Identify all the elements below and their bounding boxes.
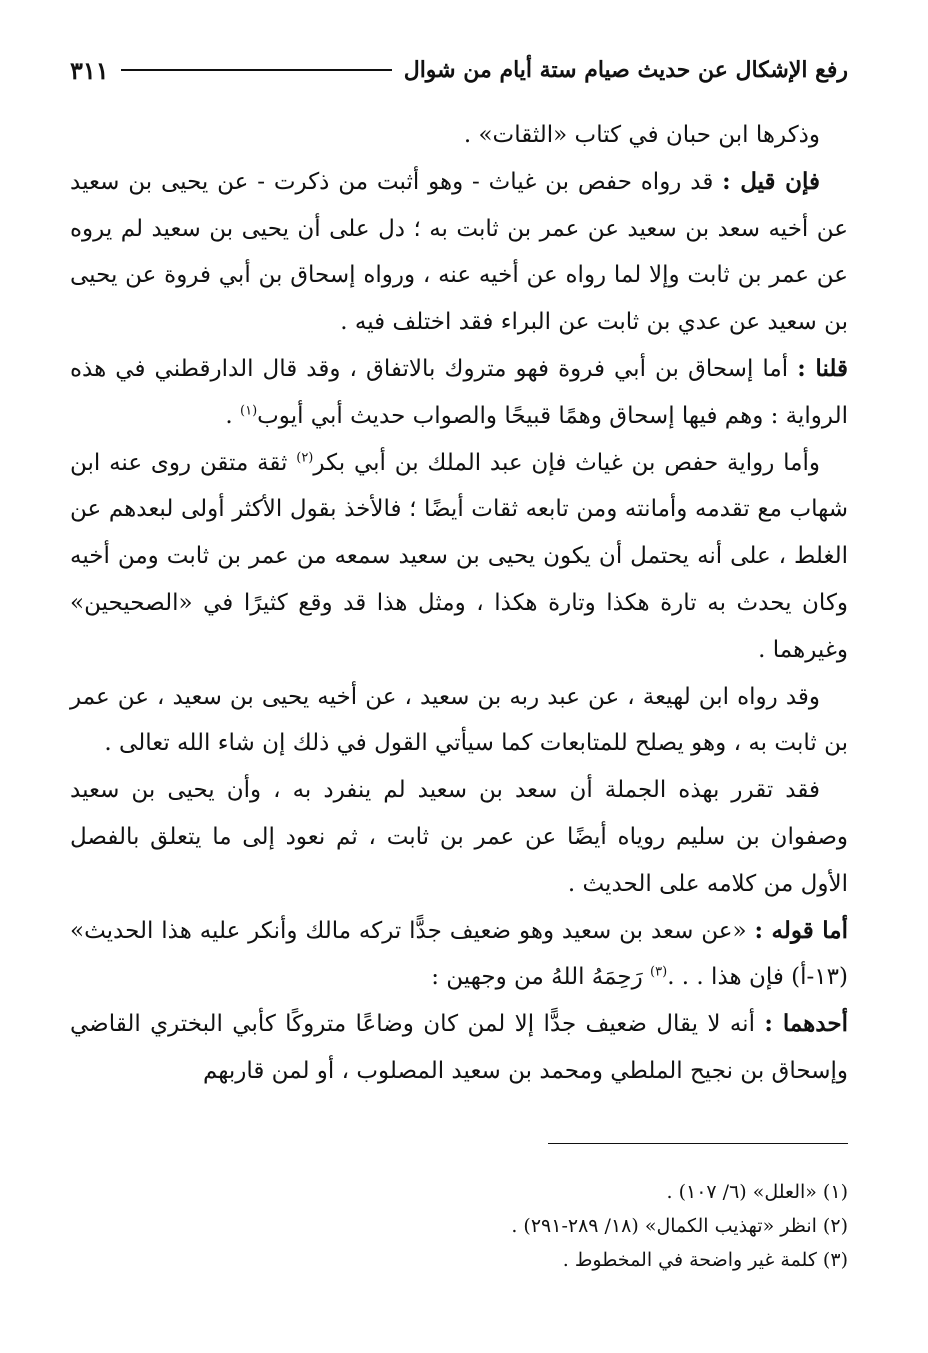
paragraph-text: أنه لا يقال ضعيف جدًّا إلا لمن كان وضاعًا متروكًا كأبي البختري القاضي وإسحاق بن نجيح الملطي ومحمد بن سعيد المصلوب ، أو لمن قاربهم — [70, 1011, 848, 1084]
paragraph-lead: أما قوله : — [754, 916, 848, 944]
paragraph-tail: رَحِمَهُ اللهُ من وجهين : — [431, 964, 651, 991]
footnote: (٢) انظر «تهذيب الكمال» (١٨/ ٢٨٩-٢٩١) . — [511, 1215, 848, 1237]
paragraph — [70, 159, 848, 346]
paragraph-tail: . — [225, 402, 241, 429]
paragraph-text: «عن سعد بن سعيد وهو ضعيف جدًّا تركه مالك وأنكر عليه هذا الحديث» (١٣-أ) فإن هذا . . . — [70, 917, 848, 991]
paragraph — [70, 440, 848, 674]
footnote: (١) «العلل» (٦/ ١٠٧) . — [666, 1181, 848, 1203]
header-rule — [121, 69, 392, 71]
running-header — [70, 50, 848, 90]
running-title: رفع الإشكال عن حديث صيام ستة أيام من شوال — [403, 57, 848, 83]
main-text — [70, 112, 848, 1095]
paragraph-lead: قلنا : — [797, 354, 848, 382]
paragraph — [70, 767, 848, 907]
paragraph-text: أما إسحاق بن أبي فروة فهو متروك بالاتفاق ، وقد قال الدارقطني في هذه الرواية : وهم فيها إسحاق وهمًا قبيحًا والصواب حديث أبي أيوب — [70, 355, 848, 429]
paragraph-lead: فإن قيل : — [722, 167, 820, 195]
paragraph-text: فقد تقرر بهذه الجملة أن سعد بن سعيد لم ينفرد به ، وأن يحيى بن سعيد وصفوان بن سليم روياه أيضًا عن عمر بن ثابت ، ثم نعود إلى ما يتعلق بالفصل الأول من كلامه على الحديث . — [70, 777, 848, 897]
footnote: (٣) كلمة غير واضحة في المخطوط . — [562, 1249, 848, 1271]
paragraph — [70, 908, 848, 1002]
footnote-ref: (١) — [240, 403, 258, 419]
paragraph-tail: ثقة متقن روى عنه ابن شهاب مع تقدمه وأمانته ومن تابعه ثقات أيضًا ؛ فالأخذ بقول الأكثر أولى لبعدهم عن الغلط ، على أنه يحتمل أن يكون يحيى بن سعيد سمعه من عمر بن ثابت ومن أخيه وكان يحدث به تارة هكذا وتارة هكذا ، ومثل هذا قد وقع كثيرًا في «الصحيحين» وغيرهما . — [70, 449, 848, 663]
footnote-ref: (٣) — [650, 964, 668, 980]
footnote-ref: (٢) — [296, 449, 314, 465]
paragraph-text: وأما رواية حفص بن غياث فإن عبد الملك بن أبي بكر — [313, 449, 820, 476]
paragraph-lead: أحدهما : — [764, 1010, 848, 1038]
footnotes — [70, 1175, 848, 1277]
paragraph — [70, 346, 848, 440]
paragraph-text: وقد رواه ابن لهيعة ، عن عبد ربه بن سعيد ، عن أخيه يحيى بن سعيد ، عن عمر بن ثابت به ، وهو يصلح للمتابعات كما سيأتي القول في ذلك إن شاء الله تعالى . — [70, 683, 848, 757]
paragraph — [70, 112, 848, 159]
footnote-separator — [548, 1143, 848, 1144]
paragraph — [70, 674, 848, 768]
paragraph — [70, 1001, 848, 1095]
page-number: ٣١١ — [70, 55, 109, 85]
page — [70, 50, 848, 1095]
paragraph-text: قد رواه حفص بن غياث - وهو أثبت من ذكرت - عن يحيى بن سعيد عن أخيه سعد بن سعيد عن عمر بن ثابت به ؛ دل على أن يحيى بن سعيد لم يروه عن عمر بن ثابت وإلا لما رواه عن أخيه عنه ، ورواه إسحاق بن أبي فروة عن يحيى بن سعيد عن عدي بن ثابت عن البراء فقد اختلف فيه . — [70, 168, 848, 336]
paragraph-text: وذكرها ابن حبان في كتاب «الثقات» . — [463, 122, 820, 148]
